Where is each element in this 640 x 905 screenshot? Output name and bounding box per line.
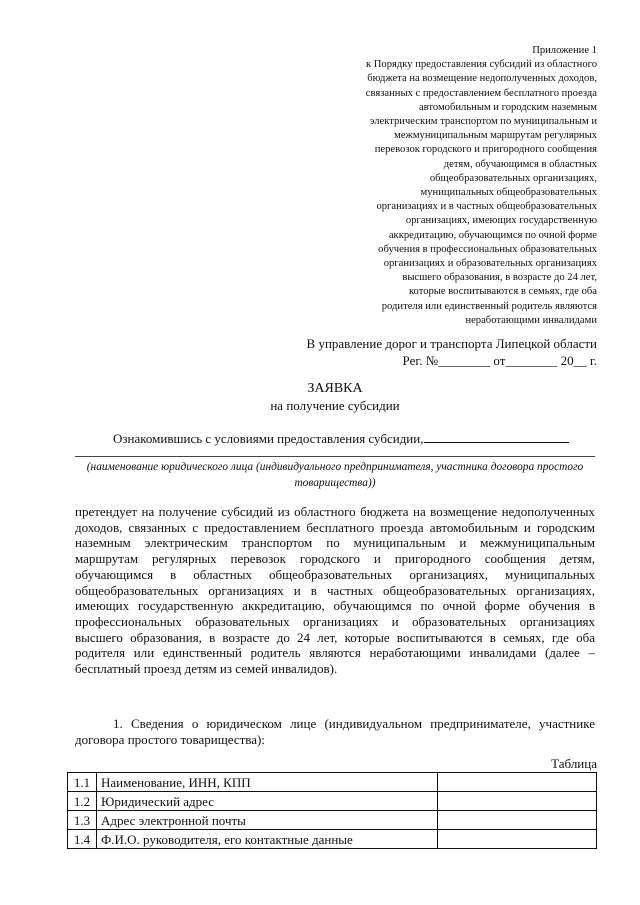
row-label: Наименование, ИНН, КПП (97, 773, 438, 792)
table-row (68, 773, 597, 792)
appendix-line: которые воспитываются в семьях, где оба (408, 286, 597, 298)
table-row (68, 830, 597, 849)
appendix-line: электрическим транспортом по муниципальным и (369, 116, 597, 128)
row-number: 1.4 (68, 830, 97, 849)
row-value-cell[interactable] (438, 830, 597, 849)
legal-entity-table (67, 772, 597, 849)
intro-text: Ознакомившись с условиями предоставления субсидии, (113, 431, 424, 446)
document-subtitle: на получение субсидии (270, 398, 400, 413)
appendix-line: к Порядку предоставления субсидий из областного (365, 59, 597, 71)
appendix-line: межмуниципальным маршрутам регулярных (394, 130, 597, 142)
appendix-line: высшего образования, в возрасте до 24 лет, (402, 272, 597, 284)
appendix-line: родителя или единственный родитель являются (381, 300, 597, 312)
row-label: Юридический адрес (97, 792, 438, 811)
row-label: Адрес электронной почты (97, 811, 438, 830)
appendix-line: обучения в профессиональных образовательных (378, 243, 597, 255)
addressee-block (270, 335, 597, 369)
appendix-line: аккредитацию, обучающимся по очной форме (388, 229, 597, 241)
appendix-line: связанных с предоставлением бесплатного проезда (365, 87, 597, 99)
row-value-cell[interactable] (438, 773, 597, 792)
row-label: Ф.И.О. руководителя, его контактные данные (97, 830, 438, 849)
appendix-line: неработающими инвалидами (465, 314, 597, 326)
appendix-line: муниципальных общеобразовательных (420, 187, 597, 199)
appendix-title: Приложение 1 (532, 45, 597, 56)
table-row (68, 792, 597, 811)
appendix-line: организациях, имеющих государственную (405, 215, 597, 227)
title-block (75, 380, 595, 414)
registration-line: Рег. №________ от________ 20__ г. (402, 353, 597, 368)
applicant-name-hint: (наименование юридического лица (индивидуального предпринимателя, участника договора простого товарищества)) (86, 461, 584, 489)
body-paragraph: претендует на получение субсидий из областного бюджета на возмещение недополученных доходов, связанных с предоставлением бесплатного проезда автомобильным и городским наземным электрическим транспортом по муниципальным и межмуниципальным маршрутам регулярных перевозок городского и пригородного сообщения детям, обучающимся в областных общеобразовательных организациях, муниципальных общеобразовательных организациях и в частных общеобразовательных организациях, имеющих государственную аккредитацию, обучающимся по очной форме обучения в профессиональных образовательных организациях и образовательных организациях высшего образования, в возрасте до 24 лет, которые воспитываются в семьях, где оба родителя или единственный родитель являются неработающими инвалидами (далее – бесплатный проезд детям из семей инвалидов). (75, 504, 595, 677)
appendix-line: перевозок городского и пригородного сообщения (374, 144, 597, 156)
row-value-cell[interactable] (438, 811, 597, 830)
appendix-block (300, 44, 597, 328)
row-number: 1.1 (68, 773, 97, 792)
row-value-cell[interactable] (438, 792, 597, 811)
appendix-line: организациях и образовательных организациях (383, 258, 597, 270)
applicant-name-blank[interactable] (424, 430, 569, 443)
appendix-line: бюджета на возмещение недополученных доходов, (367, 73, 597, 85)
appendix-line: автомобильным и городским наземным (418, 101, 597, 113)
section-1-heading: 1. Сведения о юридическом лице (индивидуальном предпринимателе, участнике договора простого товарищества): (75, 716, 595, 747)
appendix-line: организациях и в частных общеобразовательных (376, 201, 597, 213)
row-number: 1.2 (68, 792, 97, 811)
row-number: 1.3 (68, 811, 97, 830)
applicant-name-line[interactable] (75, 456, 595, 457)
appendix-line: общеобразовательных организациях, (429, 172, 597, 184)
document-title: ЗАЯВКА (307, 381, 363, 396)
table-caption: Таблица (551, 756, 597, 771)
table-row (68, 811, 597, 830)
addressee-to: В управление дорог и транспорта Липецкой области (306, 336, 597, 351)
intro-line (75, 430, 595, 447)
appendix-line: детям, обучающимся в областных (443, 158, 597, 170)
